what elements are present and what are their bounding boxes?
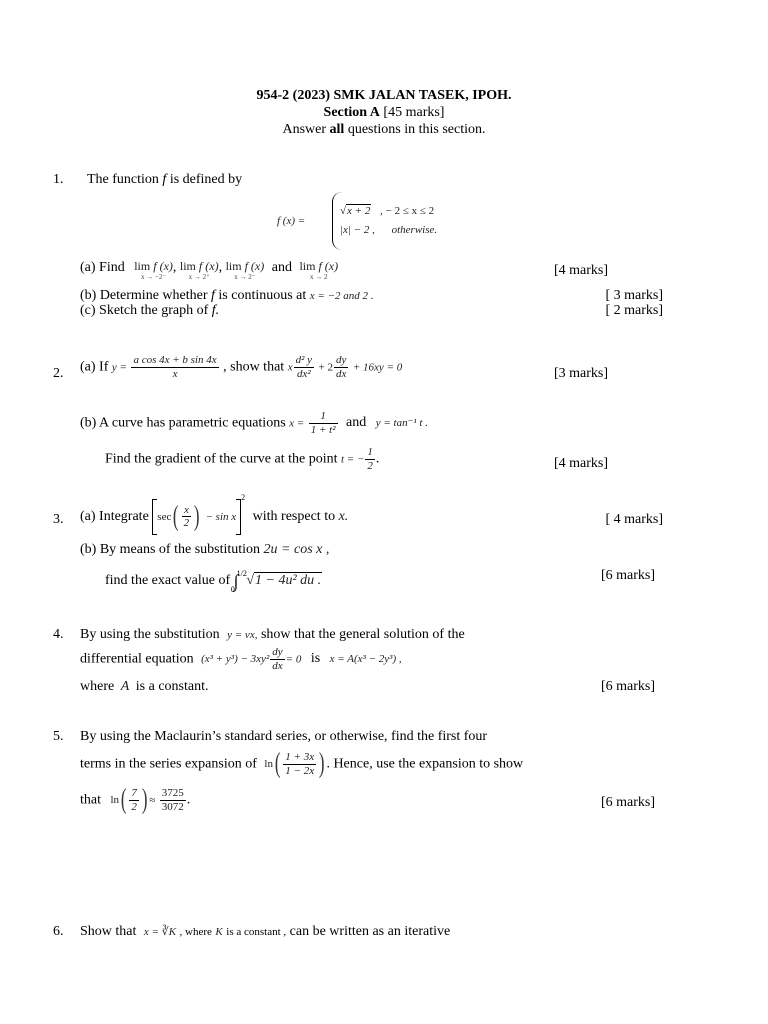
instructions-post: questions in this section.	[344, 122, 486, 137]
q3b-find-line: find the exact value of ∫$^{1/2}_0$ √1 − 4u² du .	[105, 569, 322, 594]
q2b-half-num: 1	[367, 446, 373, 458]
q1b-text-post: is continuous at	[214, 288, 307, 303]
q3b-substitution: 2u = cos x ,	[263, 542, 330, 557]
q3a-with-respect: with respect to	[252, 509, 336, 524]
q2a-dy: dy	[335, 354, 347, 366]
q5-line2-post: . Hence, use the expansion to show	[326, 756, 524, 772]
lim-sub: x → 2	[310, 272, 328, 281]
fx: f (x)	[318, 259, 339, 273]
q1c-text-pre: (c) Sketch the graph of	[80, 303, 212, 318]
q2a-label: (a) If	[80, 359, 109, 375]
q1a-limit-4	[299, 260, 338, 281]
q2b-find-text: Find the gradient of the curve at the point	[105, 451, 338, 467]
q4-dy-dx	[270, 646, 284, 672]
q5-3072: 3072	[161, 800, 184, 813]
q3a-label: (a) Integrate	[80, 509, 149, 524]
q4-substitution: y = vx,	[227, 629, 258, 641]
q2a-dy-dx	[334, 354, 348, 380]
q5-3725: 3725	[161, 786, 184, 799]
q2b-half-den: 2	[367, 459, 373, 472]
q2a-d2y: d² y	[295, 354, 313, 366]
q2a-plus2: + 2	[318, 361, 333, 374]
section-heading	[0, 105, 768, 121]
q2a-tail: + 16xy = 0	[352, 361, 403, 374]
q2a-line	[80, 354, 402, 380]
fx: f (x)	[198, 259, 219, 273]
q4-marks: [6 marks]	[601, 679, 656, 694]
q4-solution: x = A(x³ − 2y³) ,	[329, 653, 402, 666]
q4-line1-pre: By using the substitution	[80, 627, 220, 642]
lim-word: lim	[225, 259, 242, 273]
q5-frac-den: 1 − 2x	[285, 764, 315, 777]
q6-number: 6.	[53, 924, 64, 939]
q4-dx: dx	[272, 659, 283, 672]
q3a-wrt-var: x.	[338, 509, 349, 524]
q5-line2-pre: terms in the series expansion of	[80, 756, 257, 772]
q1a-label: (a) Find	[80, 260, 125, 275]
lim-word: lim	[134, 259, 151, 273]
q2b-marks: [4 marks]	[554, 456, 609, 471]
q1-piece-1: √x + 2 , − 2 ≤ x ≤ 2	[340, 205, 435, 217]
q5-line-3: that ln( $\frac{7}{2}$ ) ≈ $\frac{3725}{3072}$ .	[80, 784, 191, 815]
q2a-frac-num: a cos 4x + b sin 4x	[133, 354, 217, 366]
q1-piece-2	[340, 224, 437, 237]
q3b-integrand: 1 − 4u² du .	[255, 573, 322, 588]
lim-sub: x → 2⁺	[188, 272, 210, 281]
q1b-marks: [ 3 marks]	[605, 288, 663, 303]
q1-fx-label: f (x) =	[277, 215, 306, 227]
q5-period: .	[186, 792, 191, 808]
q1-piece-1-expr: x + 2	[347, 205, 371, 217]
lim-sub: x → 2⁻	[234, 272, 256, 281]
q5-approx: ≈	[149, 794, 156, 807]
q5-frac-num: 1 + 3x	[285, 750, 315, 763]
q3b-upper-limit: 1/2	[236, 569, 247, 578]
q1-piece-2-expr: |x| − 2 ,	[340, 224, 375, 236]
q6-post: can be written as an iterative	[289, 924, 451, 939]
q6-where-post: is a constant ,	[226, 926, 287, 938]
q4-de-rhs: = 0	[285, 653, 302, 666]
q1a-marks: [4 marks]	[554, 263, 609, 278]
q6-where-K: K	[215, 926, 223, 938]
q4-dy: dy	[272, 646, 283, 658]
lim-word: lim	[179, 259, 196, 273]
section-label: Section A	[323, 105, 380, 120]
q1c-line	[80, 303, 219, 319]
q3a-sec: sec	[157, 511, 172, 523]
q2a-frac-den: x	[172, 367, 178, 380]
q4-line1-post: show that the general solution of the	[260, 627, 465, 642]
q2b-y-tan: y = tan⁻¹ t .	[375, 417, 428, 430]
q2b-period: .	[375, 451, 380, 467]
q2b-text: (b) A curve has parametric equations	[80, 415, 286, 431]
q3b-line	[80, 542, 329, 558]
q2b-line	[80, 410, 428, 436]
q4-where-pre: where	[80, 679, 115, 694]
q5-two: 2	[131, 800, 137, 813]
q3a-x: x	[182, 504, 192, 518]
q4-where-A: A	[120, 679, 130, 694]
q3a-line: (a) Integrate sec( $\frac{x}{2}$ ) − $\sin x^2$ with respect to x.	[80, 498, 348, 535]
q3a-marks: [ 4 marks]	[605, 512, 663, 527]
q2a-dx2: dx²	[296, 367, 311, 380]
q4-number: 4.	[53, 627, 64, 642]
q1-intro	[87, 172, 242, 188]
q2a-dx: dx	[335, 367, 347, 380]
q1a-and: and	[271, 260, 292, 275]
q2a-y-eq: y =	[111, 361, 127, 374]
q3a-x-over-2	[182, 504, 192, 530]
q3b-integral-sign: ∫	[233, 571, 239, 591]
q3b-find-exact: find the exact value of	[105, 573, 231, 588]
q4-line2-pre: differential equation	[80, 651, 194, 667]
exam-code-title: 954-2 (2023) SMK JALAN TASEK, IPOH.	[256, 88, 512, 103]
q2b-find-line	[105, 446, 379, 472]
q3b-lower-limit: 0	[230, 585, 235, 594]
q5-ratio	[160, 787, 186, 813]
q4-is: is	[310, 651, 321, 667]
q1a-limit-3	[226, 260, 265, 281]
q1c-f: f.	[211, 303, 220, 318]
q2a-x: x	[287, 361, 293, 374]
q2b-half	[365, 446, 375, 472]
q5-marks: [6 marks]	[601, 795, 656, 810]
q2a-d2y-dx2	[294, 354, 314, 380]
lim-sub: x → −2⁻	[140, 272, 167, 281]
q6-where-pre: , where	[179, 926, 212, 938]
q5-line-1: By using the Maclaurin’s standard series, or otherwise, find the first four	[80, 729, 488, 744]
instructions-all: all	[329, 122, 345, 137]
q2b-and: and	[346, 415, 367, 431]
q3b-marks: [6 marks]	[601, 568, 656, 583]
q4-de-lhs: (x³ + y³) − 3xy²	[201, 653, 270, 666]
q2a-marks: [3 marks]	[554, 366, 609, 381]
q2a-show-that: , show that	[223, 359, 285, 375]
q4-line-2	[80, 646, 402, 672]
q1b-math: x = −2 and 2 .	[309, 290, 374, 302]
q2a-fraction	[131, 354, 218, 380]
q6-math: x = ∛K	[143, 926, 177, 938]
q5-ln2: ln	[110, 794, 120, 807]
instructions-pre: Answer	[282, 122, 330, 137]
q6-line-1	[80, 924, 450, 940]
q1b-line	[80, 288, 374, 304]
q3a-right-bracket	[236, 499, 241, 535]
q5-seven-halves	[129, 787, 139, 813]
q1-piecewise-brace	[332, 192, 343, 250]
q2b-t-eq: t = −	[341, 453, 365, 466]
q6-pre: Show that	[80, 924, 137, 939]
q1-piece-1-cond: , − 2 ≤ x ≤ 2	[380, 205, 435, 217]
q1-intro-f: f	[162, 172, 167, 187]
q5-fraction	[283, 751, 316, 777]
section-marks: [45 marks]	[383, 105, 445, 120]
q2-number: 2.	[53, 366, 64, 381]
q1b-text-pre: (b) Determine whether	[80, 288, 211, 303]
q1c-marks: [ 2 marks]	[605, 303, 663, 318]
lim-word: lim	[299, 259, 316, 273]
q1-intro-pre: The function	[87, 172, 163, 187]
q1b-f: f	[211, 288, 215, 303]
q1-piece-2-cond: otherwise.	[391, 224, 438, 236]
q5-ln: ln	[264, 758, 273, 771]
q3-number: 3.	[53, 512, 64, 527]
q4-line-3	[80, 679, 208, 695]
q5-number: 5.	[53, 729, 64, 744]
q1-number: 1.	[53, 172, 64, 187]
q4-line-1	[80, 627, 465, 643]
q1a-limit-2	[180, 260, 219, 281]
q5-line-2: terms in the series expansion of ln( $\frac{1 + 3x}{1 - 2x}$ ) . Hence, use the expansion to show	[80, 748, 524, 779]
q5-that: that	[80, 792, 101, 808]
q2b-x-eq: x =	[289, 417, 305, 430]
fx: f (x)	[153, 259, 173, 273]
q4-where-post: is a constant.	[135, 679, 209, 694]
q2b-fraction	[309, 410, 338, 436]
q1a-line: (a) Find lim f (x) x → −2⁻ , lim f (x) x → 2⁺ , lim f (x) x → 2⁻ and lim f (x) x → 2	[80, 259, 339, 281]
q5-seven: 7	[131, 786, 137, 799]
q3b-label: (b) By means of the substitution	[80, 542, 261, 557]
q2b-frac-den: 1 + t²	[310, 423, 336, 436]
fx: f (x)	[244, 259, 265, 273]
q2b-frac-num: 1	[309, 410, 338, 424]
q1-intro-post: is defined by	[166, 172, 243, 187]
q3a-minus-sin: − sin x	[205, 511, 237, 523]
q3a-squared: 2	[241, 493, 246, 502]
q3a-two: 2	[183, 517, 190, 530]
q1a-limit-1	[134, 260, 173, 281]
instructions	[0, 122, 768, 138]
